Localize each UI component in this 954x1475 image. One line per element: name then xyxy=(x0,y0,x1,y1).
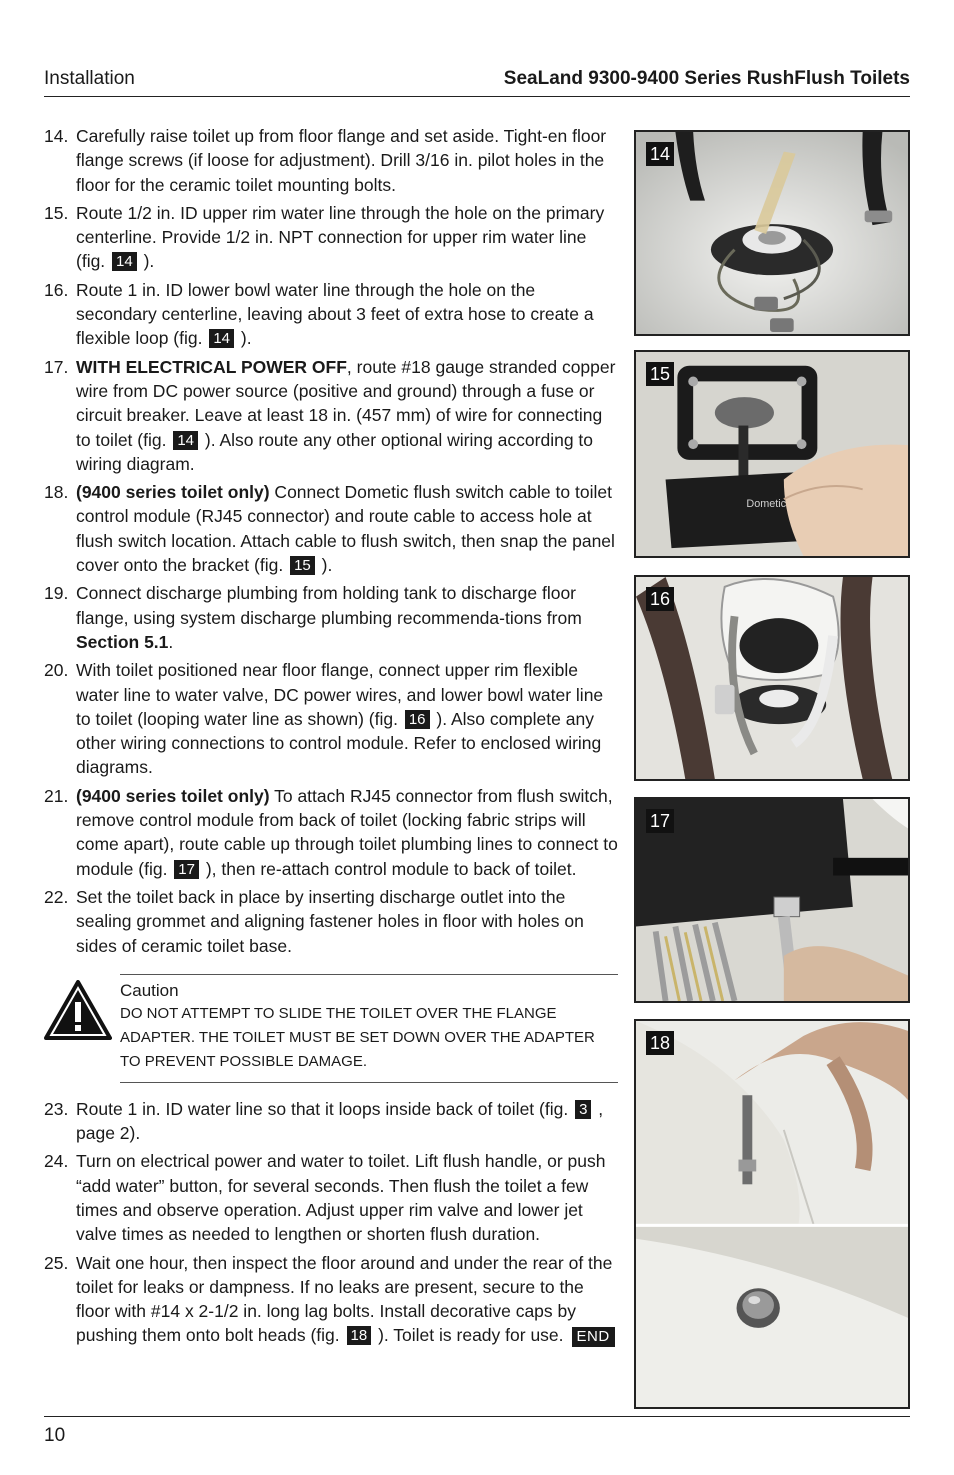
figure-15-label: 15 xyxy=(646,362,674,386)
figure-16-label: 16 xyxy=(646,587,674,611)
step-21 xyxy=(44,784,618,881)
step-text: Turn on electrical power and water to toilet. Lift flush handle, or push “add water” button, for several seconds. Then flush the toilet a few times and observe operation. Adjust upper rim valve and lower jet valve times as needed to lengthen or shorten flush duration. xyxy=(76,1151,606,1245)
figure-14-label: 14 xyxy=(646,142,674,166)
step-text: WITH ELECTRICAL POWER OFF, route #18 gauge stranded copper wire from DC power source (positive and ground) through a fuse or circuit breaker. Leave at least 18 in. (457 mm) of wire for connecting to toilet (fig. 14 ). Also route any other optional wiring according to wiring diagram. xyxy=(76,356,616,474)
step-text: Connect discharge plumbing from holding tank to discharge floor flange, using system discharge plumbing recommenda-tions from Section 5.1. xyxy=(76,583,582,652)
step-15 xyxy=(44,201,618,274)
step-22 xyxy=(44,885,618,958)
step-text: Carefully raise toilet up from floor flange and set aside. Tight-en floor flange screws (if loose for adjustment). Drill 3/16 in. pilot holes in the floor for the ceramic toilet mounting bolts. xyxy=(76,126,607,195)
step-19 xyxy=(44,581,618,654)
figure-ref: 14 xyxy=(112,252,137,271)
figure-18-label: 18 xyxy=(646,1031,674,1055)
warning-triangle-icon xyxy=(44,974,120,1083)
step-number: 18. xyxy=(44,482,69,503)
step-17 xyxy=(44,355,618,476)
step-text: Route 1/2 in. ID upper rim water line through the hole on the primary centerline. Provide 1/2 in. NPT connection for upper rim water line (fig. 14 ). xyxy=(76,202,605,272)
step-number: 20. xyxy=(44,660,69,681)
figure-ref: 15 xyxy=(290,556,315,575)
step-text: Route 1 in. ID water line so that it loops inside back of toilet (fig. 3 , page 2). xyxy=(76,1098,604,1144)
document-title: SeaLand 9300-9400 Series RushFlush Toilets xyxy=(503,68,910,89)
caution-content xyxy=(120,974,618,1083)
step-number: 15. xyxy=(44,202,69,223)
page-number: 10 xyxy=(44,1425,66,1446)
figure-ref: 14 xyxy=(173,431,198,450)
step-number: 24. xyxy=(44,1151,69,1172)
page-header xyxy=(44,66,910,97)
dometic-logo: Dometic xyxy=(746,497,787,510)
step-text: (9400 series toilet only) To attach RJ45 connector from flush switch, remove control module from back of toilet (locking fabric strips will come apart), route cable up through toilet plumbing lines to connect to module (fig. 17 ), then re-attach control module to back of toilet. xyxy=(76,785,618,879)
caution-title: Caution xyxy=(120,980,179,1000)
step-number: 19. xyxy=(44,583,69,604)
step-number: 22. xyxy=(44,886,69,907)
section-label: Installation xyxy=(44,68,135,89)
figure-ref: 3 xyxy=(575,1100,591,1119)
figure-ref: 18 xyxy=(347,1326,372,1345)
step-23 xyxy=(44,1097,618,1146)
figure-18-photo xyxy=(634,1019,910,1409)
figure-15-photo xyxy=(634,350,910,558)
figure-ref: 17 xyxy=(174,860,199,879)
step-text: Route 1 in. ID lower bowl water line through the hole on the secondary centerline, leaving about 3 feet of extra hose to create a flexible loop (fig. 14 ). xyxy=(76,279,594,349)
caution-box xyxy=(44,974,618,1083)
page-footer xyxy=(44,1416,910,1446)
step-25 xyxy=(44,1251,618,1348)
step-number: 17. xyxy=(44,356,69,377)
figure-ref: 16 xyxy=(405,710,430,729)
step-text: Wait one hour, then inspect the floor around and under the rear of the toilet for leaks or dampness. If no leaks are present, secure to the floor with #14 x 2-1/2 in. long lag bolts. Install decorative caps by pushing them onto bolt heads (fig. 18 ). Toilet is ready for use. END xyxy=(76,1251,618,1348)
figure-17-photo xyxy=(634,797,910,1003)
step-text: Set the toilet back in place by inserting discharge outlet into the sealing grommet and aligning fastener holes in floor with holes on sides of ceramic toilet base. xyxy=(76,886,584,956)
step-20 xyxy=(44,658,618,779)
figure-14-photo xyxy=(634,130,910,336)
step-14 xyxy=(44,124,618,197)
figure-ref: 14 xyxy=(209,329,234,348)
step-16 xyxy=(44,278,618,351)
step-number: 25. xyxy=(44,1252,69,1273)
step-text: (9400 series toilet only) Connect Dometic flush switch cable to toilet control module (RJ45 connector) and route cable to access hole at flush switch location. Attach cable to flush switch, then snap the panel cover onto the bracket (fig. 15 ). xyxy=(76,482,615,576)
instruction-steps xyxy=(44,124,618,1352)
figure-16-photo xyxy=(634,575,910,781)
step-text: With toilet positioned near floor flange, connect upper rim flexible water line to water valve, DC power wires, and lower bowl water line to toilet (looping water line as shown) (fig. 16 ). Also complete any other wiring connections to control module. Refer to enclosed wiring diagrams. xyxy=(76,660,604,778)
step-number: 23. xyxy=(44,1098,69,1119)
caution-text: DO NOT ATTEMPT TO SLIDE THE TOILET OVER THE FLANGE ADAPTER. THE TOILET MUST BE SET DOWN OVER THE ADAPTER TO PREVENT POSSIBLE DAMAGE. xyxy=(120,1004,595,1070)
step-number: 21. xyxy=(44,785,69,806)
step-number: 14. xyxy=(44,126,69,146)
step-18 xyxy=(44,480,618,577)
end-marker: END xyxy=(572,1327,615,1347)
step-24 xyxy=(44,1149,618,1246)
figure-17-label: 17 xyxy=(646,809,674,833)
step-number: 16. xyxy=(44,279,69,300)
